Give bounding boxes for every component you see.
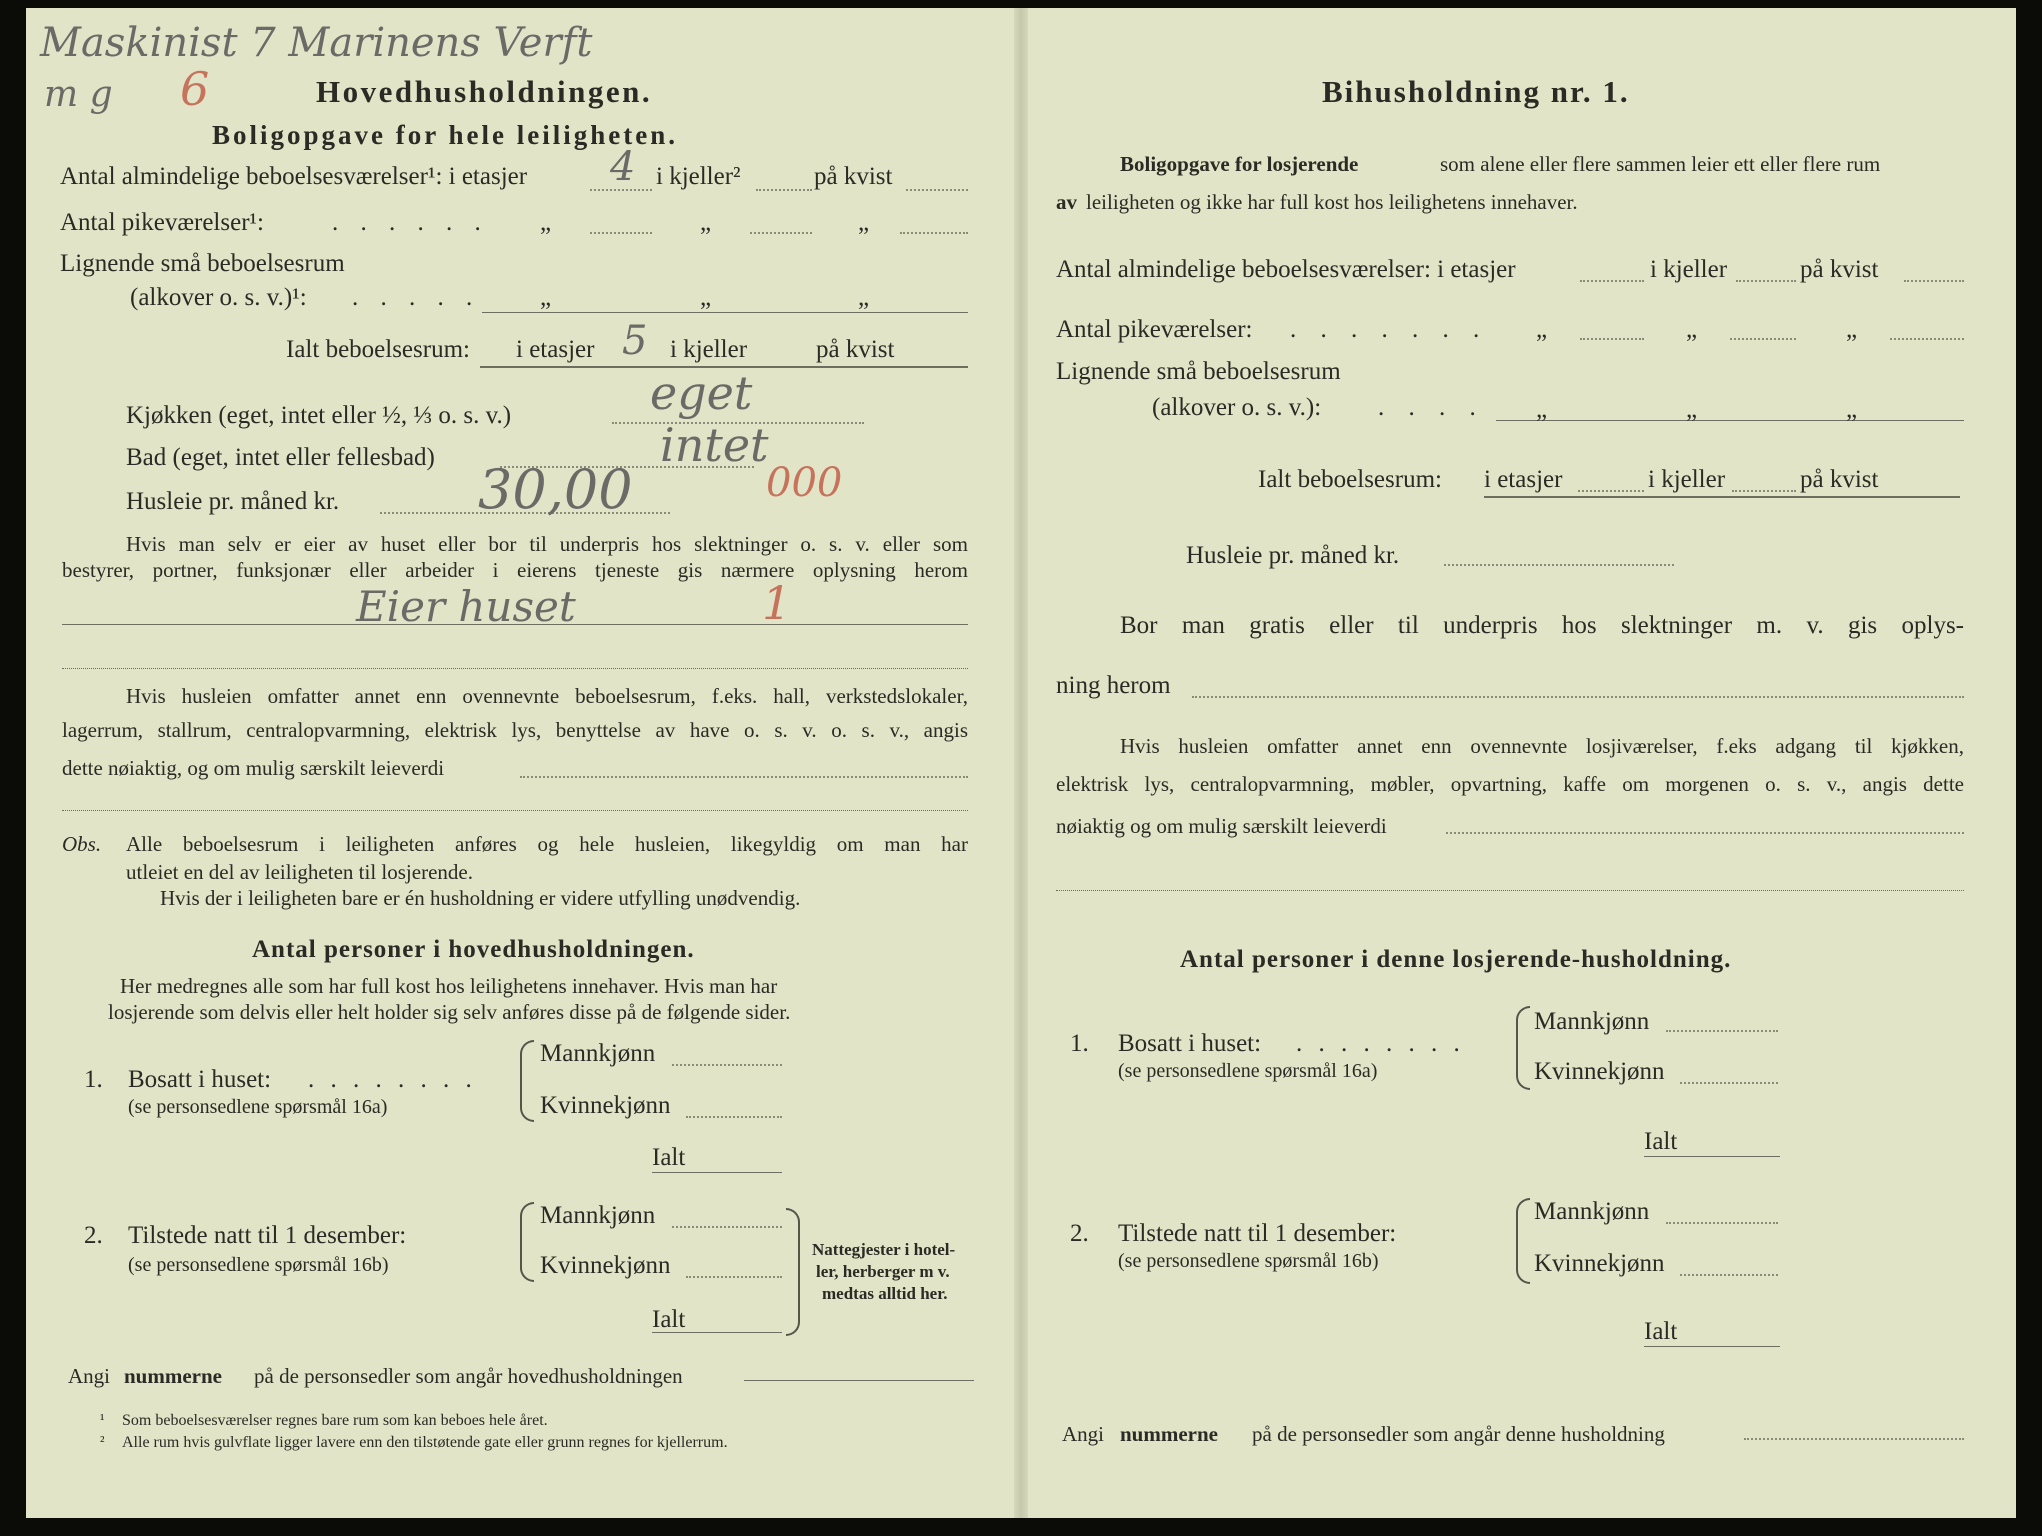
q2-right-brace	[786, 1208, 800, 1336]
lodger-rent-label: Husleie pr. måned kr.	[1186, 542, 1400, 569]
lodger-rent-field[interactable]	[1444, 564, 1674, 566]
owner-instruction-line2: bestyrer, portner, funksjonær eller arbeider i eierens tjeneste gis nærmere oplysning herom	[62, 558, 968, 582]
right-page-title: Bihusholdning nr. 1.	[1322, 74, 1630, 109]
ditto-mark: „	[1686, 396, 1698, 423]
lodger-q1-brace	[1516, 1006, 1530, 1090]
lodger-q1-dots: . . . . . . . .	[1296, 1030, 1465, 1057]
lodger-angi-text: på de personsedler som angår denne husholdning	[1252, 1422, 1665, 1446]
total-rooms-label: Ialt beboelsesrum:	[286, 336, 470, 363]
lodger-q1-label: Bosatt i huset:	[1118, 1030, 1262, 1057]
leieverdi-line2	[62, 810, 968, 811]
kitchen-label: Kjøkken (eget, intet eller ½, ⅓ o. s. v.)	[126, 402, 512, 429]
lodger-q2-total-label: Ialt	[1644, 1318, 1678, 1345]
lodger-q2-label: Tilstede natt til 1 desember:	[1118, 1220, 1397, 1247]
handwritten-total-value: 5	[622, 318, 648, 364]
lodger-small-rooms-label: Lignende små beboelsesrum	[1056, 358, 1341, 385]
kvist-field[interactable]	[906, 189, 968, 191]
angi-nummerne: nummerne	[124, 1364, 222, 1388]
owner-note-line	[62, 624, 968, 625]
owner-instruction-line1: Hvis man selv er eier av huset eller bor til underpris hos slektninger o. s. v. eller som	[126, 532, 968, 556]
ditto-mark: „	[700, 209, 712, 236]
angi-text: på de personsedler som angår hovedhusholdningen	[254, 1364, 683, 1388]
lodger-leieverdi-line2	[1056, 890, 1964, 891]
handwritten-red-code: 000	[766, 460, 843, 506]
ditto-mark: „	[540, 284, 552, 311]
small-rooms-label: Lignende små beboelsesrum	[60, 250, 345, 277]
q1-total-label: Ialt	[652, 1144, 686, 1171]
handwritten-kitchen-value: eget	[650, 366, 753, 420]
q1-total-field[interactable]	[652, 1172, 782, 1173]
room-count-label: Antal almindelige beboelsesværelser¹: i etasjer	[60, 163, 528, 190]
lodger-total-kvist-label: på kvist	[1800, 466, 1879, 493]
lodger-q1-total-field[interactable]	[1644, 1156, 1780, 1157]
handwritten-rent-value: 30,00	[478, 458, 633, 521]
lodger-total-underline	[1484, 496, 1960, 498]
owner-note-line2	[62, 668, 968, 669]
includes-instruction-line2: lagerrum, stallrum, centralopvarmning, elektrisk lys, benyttelse av have o. s. v. o. s. v., angis	[62, 718, 968, 742]
q2-male-field[interactable]	[672, 1226, 782, 1228]
ditto-mark: „	[540, 209, 552, 236]
ditto-mark: „	[700, 284, 712, 311]
lodger-q2-total-field[interactable]	[1644, 1346, 1780, 1347]
handwritten-etasjer-value: 4	[610, 144, 636, 190]
lodger-q1-female-field[interactable]	[1680, 1082, 1778, 1084]
lodger-free-line1: Bor man gratis eller til underpris hos slektninger m. v. gis oplys-	[1120, 612, 1964, 639]
lodger-q2-number: 2.	[1070, 1220, 1089, 1247]
lodger-total-kjeller-field[interactable]	[1732, 490, 1796, 492]
q1-male-field[interactable]	[672, 1064, 782, 1066]
q2-number: 2.	[84, 1222, 103, 1249]
night-guests-line1: Nattegjester i hotel-	[812, 1240, 956, 1259]
lodger-maid-etasjer-field[interactable]	[1580, 338, 1644, 340]
handwritten-owner-note: Eier huset	[356, 582, 576, 631]
page-fold	[1014, 8, 1028, 1518]
obs-line2: utleiet en del av leiligheten til losjerende.	[126, 860, 473, 884]
includes-instruction-line3: dette nøiaktig, og om mulig særskilt leieverdi	[62, 756, 445, 780]
q2-label: Tilstede natt til 1 desember:	[128, 1222, 407, 1249]
lodger-alcove-label: (alkover o. s. v.):	[1152, 394, 1322, 421]
q2-subtext: (se personsedlene spørsmål 16b)	[128, 1254, 389, 1276]
persons-text-line1: Her medregnes alle som har full kost hos leilighetens innehaver. Hvis man har	[120, 974, 778, 998]
total-etasjer-label: i etasjer	[516, 336, 595, 363]
ditto-mark: „	[858, 284, 870, 311]
handwritten-red-mark: 1	[762, 576, 792, 630]
lodger-alcove-underline	[1496, 420, 1964, 421]
ditto-mark: „	[1536, 316, 1548, 343]
q2-female-label: Kvinnekjønn	[540, 1252, 671, 1279]
lodger-maid-kjeller-field[interactable]	[1730, 338, 1796, 340]
total-kvist-label: på kvist	[816, 336, 895, 363]
angi-word: Angi	[68, 1364, 110, 1388]
lodger-includes-line1: Hvis husleien omfatter annet enn ovennevnte losjiværelser, f.eks adgang til kjøkken,	[1120, 734, 1964, 758]
ditto-mark: „	[1846, 396, 1858, 423]
lodger-q1-number: 1.	[1070, 1030, 1089, 1057]
q1-female-label: Kvinnekjønn	[540, 1092, 671, 1119]
lodger-total-rooms-label: Ialt beboelsesrum:	[1258, 466, 1442, 493]
lodger-kvist-field[interactable]	[1904, 280, 1964, 282]
handwritten-occupation-note: Maskinist 7 Marinens Verft	[40, 20, 593, 66]
alcove-underline	[482, 312, 968, 313]
alcove-label: (alkover o. s. v.)¹:	[130, 284, 307, 311]
q1-female-field[interactable]	[686, 1116, 782, 1118]
lodger-total-kjeller-label: i kjeller	[1648, 466, 1726, 493]
lodger-angi-nummerne: nummerne	[1120, 1422, 1218, 1446]
lodger-q2-male-label: Mannkjønn	[1534, 1198, 1650, 1225]
lodger-intro-line1: som alene eller flere sammen leier ett eller flere rum	[1440, 152, 1881, 176]
lodger-angi-word: Angi	[1062, 1422, 1104, 1446]
lodger-kvist-label: på kvist	[1800, 256, 1879, 283]
maid-kjeller-field[interactable]	[750, 232, 812, 234]
lodger-maid-dots: . . . . . . .	[1290, 316, 1489, 343]
q1-number: 1.	[84, 1066, 103, 1093]
lodger-free-line2: ning herom	[1056, 672, 1171, 699]
night-guests-line3: medtas alltid her.	[822, 1284, 948, 1303]
ditto-mark: „	[1846, 316, 1858, 343]
q2-female-field[interactable]	[686, 1276, 782, 1278]
obs-label: Obs.	[62, 832, 102, 856]
footnote-1: Som beboelsesværelser regnes bare rum som kan beboes hele året.	[122, 1412, 548, 1429]
persons-text-line2: losjerende som delvis eller helt holder sig selv anføres disse på de følgende sider.	[108, 1000, 791, 1024]
includes-instruction-line1: Hvis husleien omfatter annet enn ovennevnte beboelsesrum, f.eks. hall, verkstedslokaler,	[126, 684, 968, 708]
rent-label: Husleie pr. måned kr.	[126, 488, 340, 515]
footnote-2-number: ²	[100, 1434, 105, 1450]
q1-subtext: (se personsedlene spørsmål 16a)	[128, 1096, 388, 1118]
kvist-label: på kvist	[814, 163, 893, 190]
q2-total-field[interactable]	[652, 1332, 782, 1333]
lodger-etasjer-field[interactable]	[1580, 280, 1644, 282]
lodger-q1-male-field[interactable]	[1666, 1030, 1778, 1032]
lodger-free-field[interactable]	[1192, 696, 1964, 698]
total-kjeller-label: i kjeller	[670, 336, 748, 363]
night-guests-line2: ler, herberger m v.	[816, 1262, 950, 1281]
left-page-subtitle: Boligopgave for hele leiligheten.	[212, 120, 678, 150]
q1-male-label: Mannkjønn	[540, 1040, 656, 1067]
lodger-total-etasjer-label: i etasjer	[1484, 466, 1563, 493]
footnote-1-number: ¹	[100, 1412, 105, 1428]
lodger-angi-field[interactable]	[1744, 1438, 1964, 1440]
maid-etasjer-field[interactable]	[590, 232, 652, 234]
obs-line1: Alle beboelsesrum i leiligheten anføres og hele husleien, likegyldig om man har	[126, 832, 968, 856]
obs-line3: Hvis der i leiligheten bare er én husholdning er videre utfylling unødvendig.	[160, 886, 801, 910]
maid-kvist-field[interactable]	[900, 232, 968, 234]
ditto-mark: „	[858, 209, 870, 236]
lodger-q2-male-field[interactable]	[1666, 1222, 1778, 1224]
q2-brace	[520, 1202, 534, 1282]
lodger-q2-female-label: Kvinnekjønn	[1534, 1250, 1665, 1277]
lodger-includes-line2: elektrisk lys, centralopvarmning, møbler, opvartning, kaffe om morgenen o. s. v., angis dette	[1056, 772, 1964, 796]
handwritten-mg-note: m g	[44, 74, 113, 115]
lodger-q1-total-label: Ialt	[1644, 1128, 1678, 1155]
q2-total-label: Ialt	[652, 1306, 686, 1333]
handwritten-bath-value: intet	[660, 418, 769, 472]
left-page-title: Hovedhusholdningen.	[316, 74, 653, 109]
maid-rooms-dots: . . . . . .	[332, 209, 489, 236]
lodger-room-count-label: Antal almindelige beboelsesværelser: i etasjer	[1056, 256, 1516, 283]
lodger-q1-subtext: (se personsedlene spørsmål 16a)	[1118, 1060, 1378, 1082]
lodger-q2-subtext: (se personsedlene spørsmål 16b)	[1118, 1250, 1379, 1272]
lodger-alcove-dots: . . . .	[1378, 394, 1485, 421]
q1-brace	[520, 1040, 534, 1122]
lodger-maid-kvist-field[interactable]	[1890, 338, 1964, 340]
lodger-intro-line2: leiligheten og ikke har full kost hos leilighetens innehaver.	[1086, 190, 1578, 214]
q1-dots: . . . . . . . .	[308, 1066, 477, 1093]
leieverdi-field[interactable]	[520, 776, 968, 778]
bath-label: Bad (eget, intet eller fellesbad)	[126, 444, 435, 471]
ditto-mark: „	[1536, 396, 1548, 423]
lodger-q1-male-label: Mannkjønn	[1534, 1008, 1650, 1035]
alcove-dots: . . . . .	[352, 284, 481, 311]
lodger-q2-brace	[1516, 1198, 1530, 1284]
angi-field[interactable]	[744, 1380, 974, 1381]
ditto-mark: „	[1686, 316, 1698, 343]
q1-label: Bosatt i huset:	[128, 1066, 272, 1093]
lodger-q2-female-field[interactable]	[1680, 1274, 1778, 1276]
footnote-2: Alle rum hvis gulvflate ligger lavere enn den tilstøtende gate eller grunn regnes for kjellerrum.	[122, 1434, 728, 1451]
lodger-leieverdi-field[interactable]	[1446, 832, 1964, 834]
lodger-persons-title: Antal personer i denne losjerende-husholdning.	[1180, 946, 1732, 973]
lodger-q1-female-label: Kvinnekjønn	[1534, 1058, 1665, 1085]
lodger-total-etasjer-field[interactable]	[1578, 490, 1644, 492]
lodger-intro-bold: Boligopgave for losjerende	[1120, 152, 1359, 176]
maid-rooms-label: Antal pikeværelser¹:	[60, 209, 264, 236]
lodger-maid-rooms-label: Antal pikeværelser:	[1056, 316, 1253, 343]
lodger-kjeller-field[interactable]	[1736, 280, 1796, 282]
lodger-includes-line3: nøiaktig og om mulig særskilt leieverdi	[1056, 814, 1387, 838]
kjeller-label: i kjeller²	[656, 163, 741, 190]
persons-title: Antal personer i hovedhusholdningen.	[252, 936, 695, 963]
q2-male-label: Mannkjønn	[540, 1202, 656, 1229]
kjeller-field[interactable]	[756, 189, 812, 191]
lodger-intro-av: av	[1056, 190, 1077, 214]
handwritten-red-number: 6	[180, 62, 210, 116]
lodger-kjeller-label: i kjeller	[1650, 256, 1728, 283]
